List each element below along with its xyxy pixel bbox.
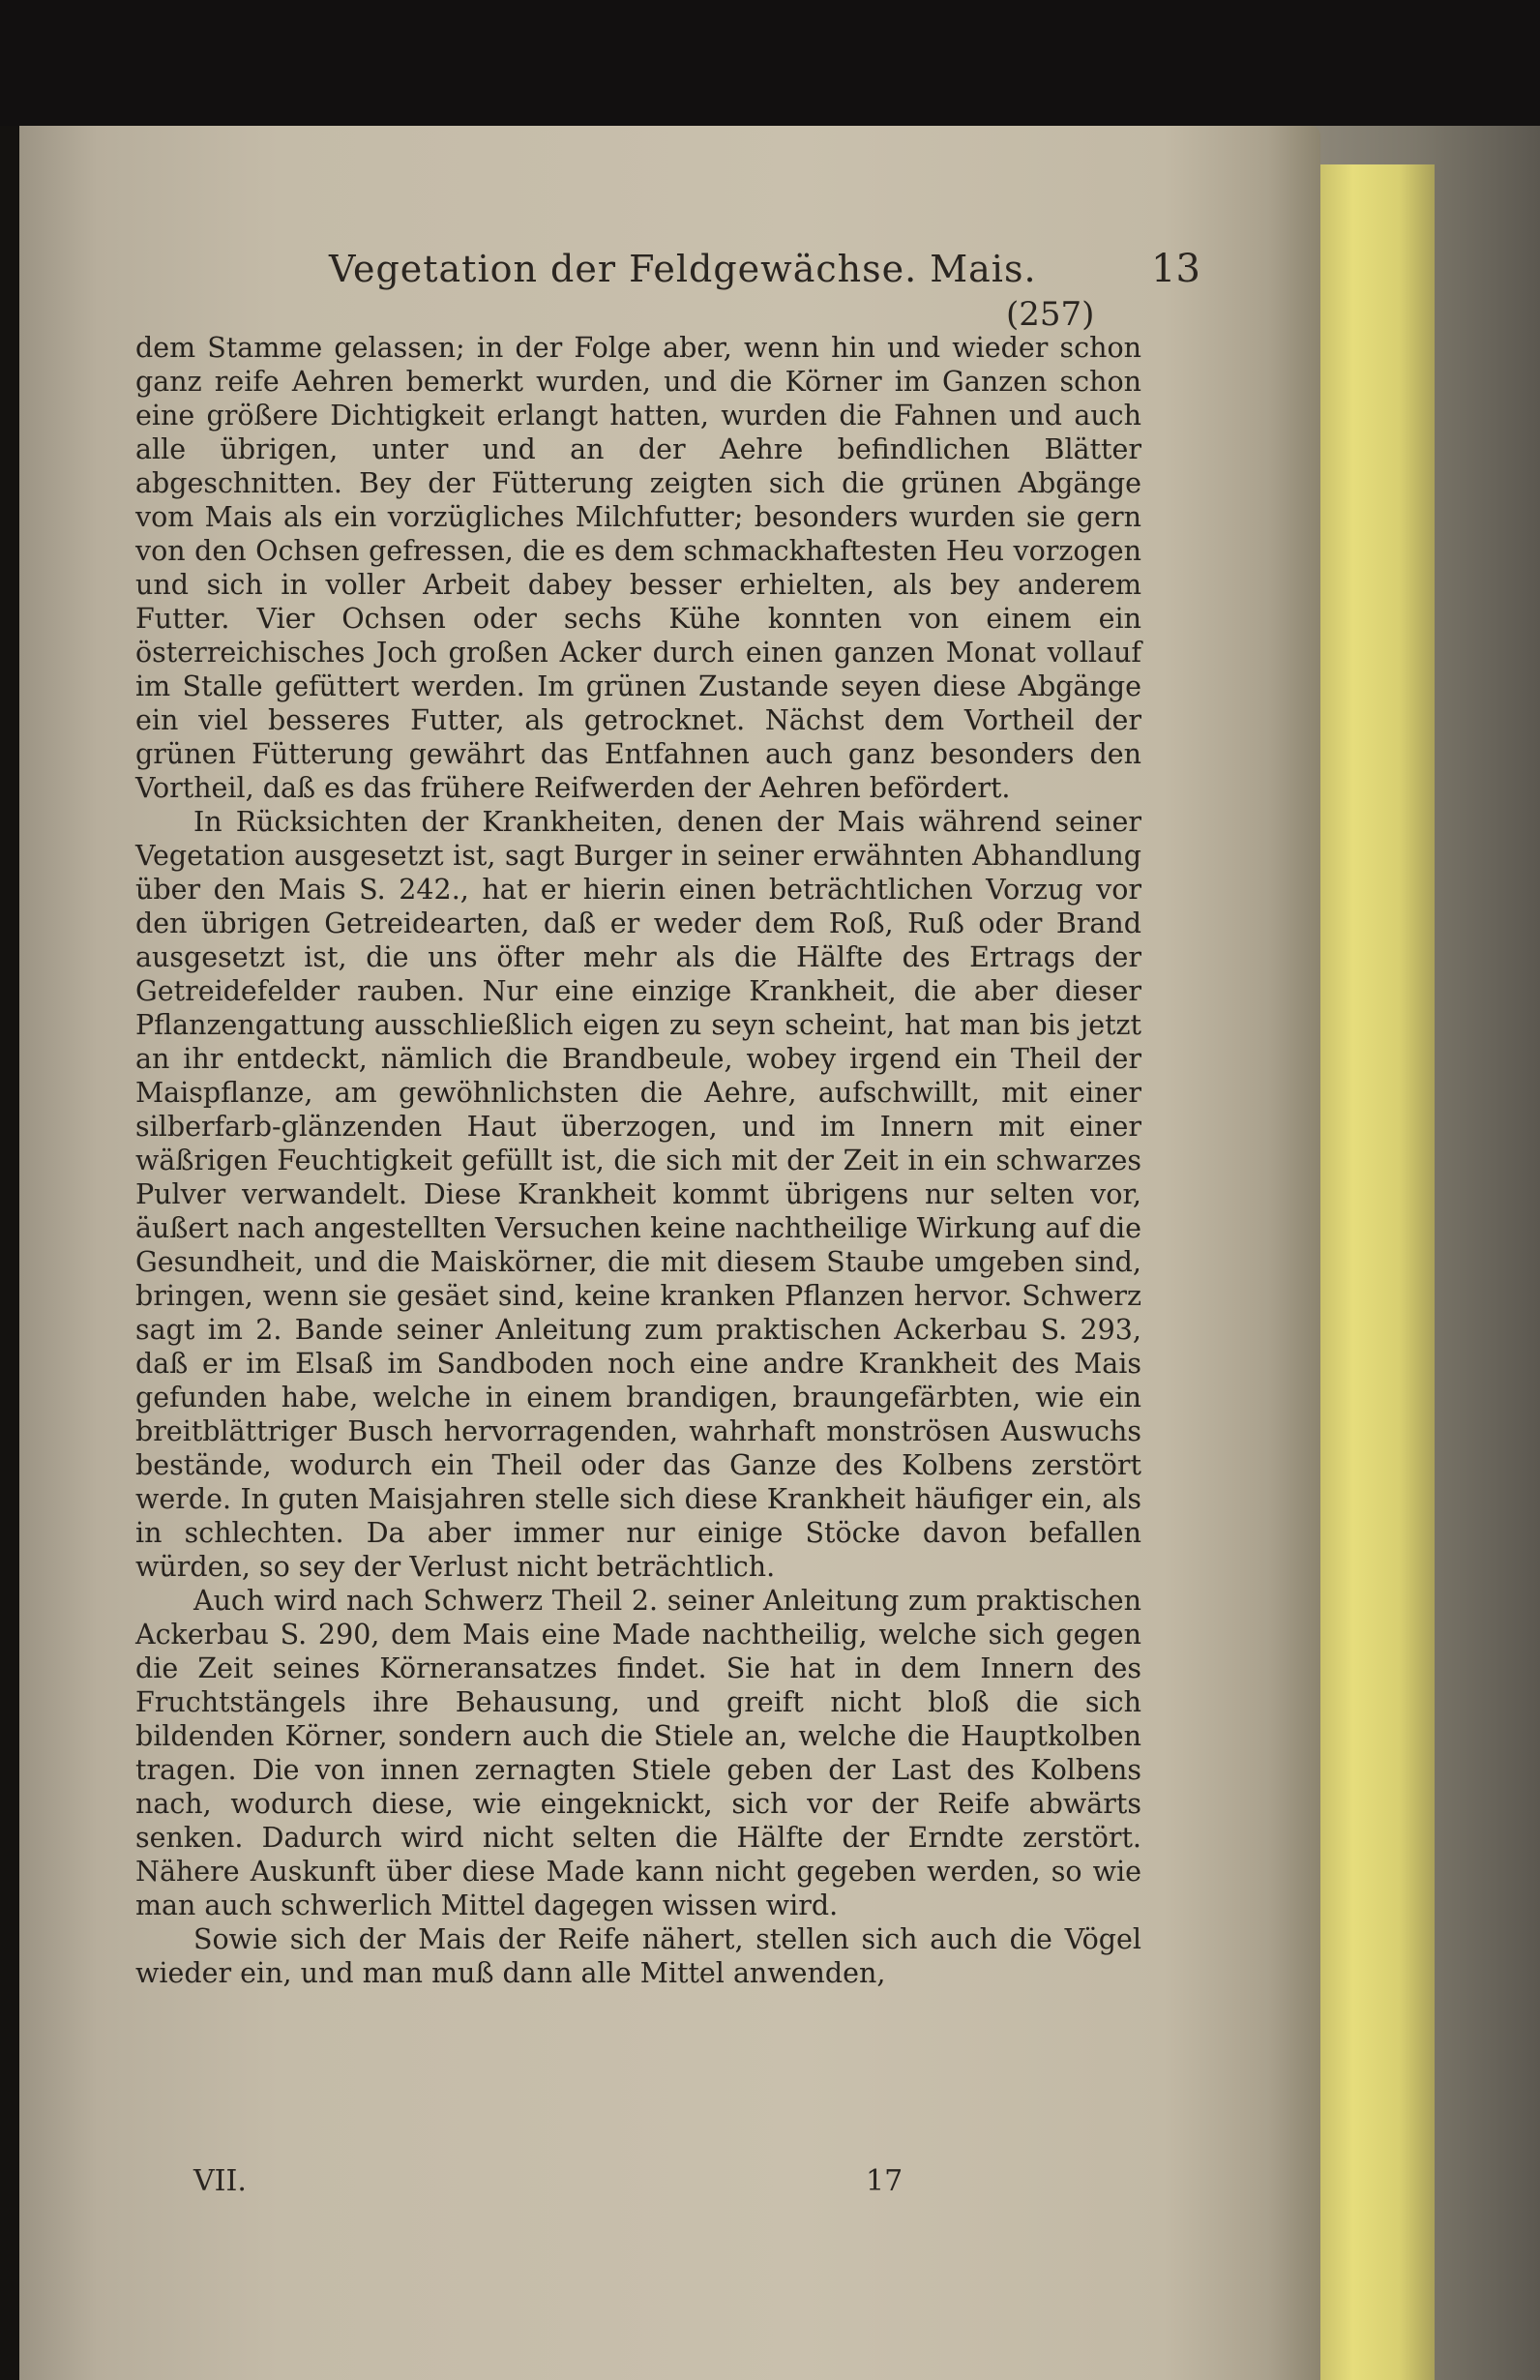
- running-head: Vegetation der Feldgewächse. Mais.: [329, 248, 1037, 290]
- paragraph: Auch wird nach Schwerz Theil 2. seiner Anleitung zum praktischen Ackerbau S. 290, dem Mais eine Made nachtheilig, welche sich gegen die Zeit seines Körneransatzes findet. Sie hat in dem Innern des Fruchtstängels ihre Behausung, und greift nicht bloß die sich bildenden Körner, sondern auch die Stiele an, welche die Hauptkolben tragen. Die von innen zernagten Stiele geben der Last des Kolbens nach, wodurch diese, wie eingeknickt, sich vor der Reife abwärts senken. Dadurch wird nicht selten die Hälfte der Erndte zerstört. Nähere Auskunft über diese Made kann nicht gegeben werden, so wie man auch schwerlich Mittel dagegen wissen wird.: [135, 1585, 1141, 1921]
- page-edges: [1316, 164, 1435, 2380]
- paragraph: Sowie sich der Mais der Reife nähert, stellen sich auch die Vögel wieder ein, und man muß dann alle Mittel anwenden,: [135, 1923, 1141, 1989]
- body-text: [135, 331, 1141, 1990]
- signature-mark: VII.: [193, 2163, 247, 2198]
- page-number: 13: [1151, 247, 1200, 291]
- scan-background: [0, 0, 1540, 126]
- paragraph: In Rücksichten der Krankheiten, denen der Mais während seiner Vegetation ausgesetzt ist, sagt Burger in seiner erwähnten Abhandlung über den Mais S. 242., hat er hierin einen beträchtlichen Vorzug vor den übrigen Getreidearten, daß er weder dem Roß, Ruß oder Brand ausgesetzt ist, die uns öfter mehr als die Hälfte des Ertrags der Getreidefelder rauben. Nur eine einzige Krankheit, die aber dieser Pflanzengattung ausschließlich eigen zu seyn scheint, hat man bis jetzt an ihr entdeckt, nämlich die Brandbeule, wobey irgend ein Theil der Maispflanze, am gewöhnlichsten die Aehre, aufschwillt, mit einer silberfarb-glänzenden Haut überzogen, und im Innern mit einer wäßrigen Feuchtigkeit gefüllt ist, die sich mit der Zeit in ein schwarzes Pulver verwandelt. Diese Krankheit kommt übrigens nur selten vor, äußert nach angestellten Versuchen keine nachtheilige Wirkung auf die Gesundheit, und die Maiskörner, die mit diesem Staube umgeben sind, bringen, wenn sie gesäet sind, keine kranken Pflanzen hervor. Schwerz sagt im 2. Bande seiner Anleitung zum praktischen Ackerbau S. 293, daß er im Elsaß im Sandboden noch eine andre Krankheit des Mais gefunden habe, welche in einem brandigen, braungefärbten, wie ein breitblättriger Busch hervorragenden, wahrhaft monströsen Auswuchs bestände, wodurch ein Theil oder das Ganze des Kolbens zerstört werde. In guten Maisjahren stelle sich diese Krankheit häufiger ein, als in schlechten. Da aber immer nur einige Stöcke davon befallen würden, so sey der Verlust nicht beträchtlich.: [135, 806, 1141, 1583]
- tome-page-number: (257): [1006, 295, 1095, 334]
- sheet-number: 17: [866, 2163, 903, 2198]
- paragraph: dem Stamme gelassen; in der Folge aber, wenn hin und wieder schon ganz reife Aehren bemerkt wurden, und die Körner im Ganzen schon eine größere Dichtigkeit erlangt hatten, wurden die Fahnen und auch alle übrigen, unter und an der Aehre befindlichen Blätter abgeschnitten. Bey der Fütterung zeigten sich die grünen Abgänge vom Mais als ein vorzügliches Milchfutter; besonders wurden sie gern von den Ochsen gefressen, die es dem schmackhaftesten Heu vorzogen und sich in voller Arbeit dabey besser erhielten, als bey anderem Futter. Vier Ochsen oder sechs Kühe konnten von einem ein österreichisches Joch großen Acker durch einen ganzen Monat vollauf im Stalle gefüttert werden. Im grünen Zustande seyen diese Abgänge ein viel besseres Futter, als getrocknet. Nächst dem Vortheil der grünen Fütterung gewährt das Entfahnen auch ganz besonders den Vortheil, daß es das frühere Reifwerden der Aehren befördert.: [135, 332, 1141, 804]
